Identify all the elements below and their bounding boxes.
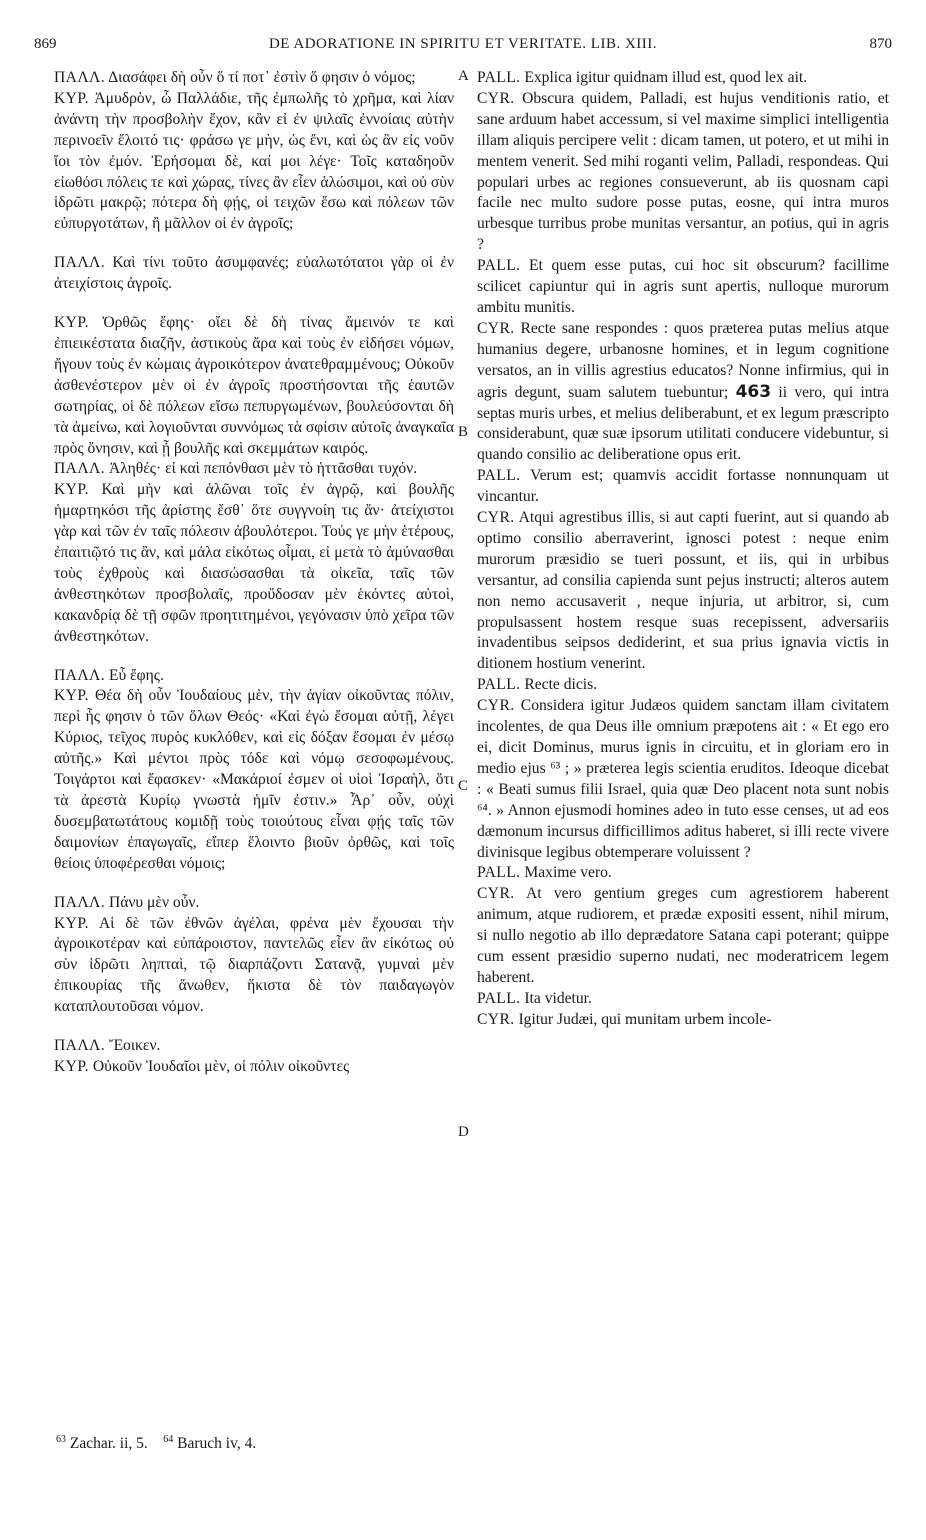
speaker-label: PALL. <box>477 467 521 485</box>
speaker-label: ΚΥΡ. <box>54 314 89 332</box>
speaker-label: ΠΑΛΛ. <box>54 893 106 911</box>
speaker-label: ΚΥΡ. <box>54 89 89 107</box>
speech-text: Πάνυ μὲν οὖν. <box>108 893 200 911</box>
speech-text: Explica igitur quidnam illud est, quod lex ait. <box>524 69 808 86</box>
section-marker-d: D <box>458 1124 469 1140</box>
speaker-label: ΚΥΡ. <box>54 687 89 705</box>
greek-speech <box>54 253 454 295</box>
speaker-label: CYR. <box>477 1010 515 1028</box>
speech-text: Et quem esse putas, cui hoc sit obscurum? facillime scilicet capiuntur qui in agris sunt apertis, nulloque murorum ambitu munitis. <box>477 257 889 316</box>
footnote-text: Baruch iv, 4. <box>177 1435 257 1453</box>
speaker-label: CYR. <box>477 89 515 107</box>
speech-text: Οὐκοῦν Ἰουδαῖοι μὲν, οἱ πόλιν οἰκοῦντες <box>92 1057 350 1075</box>
latin-speech <box>477 696 889 863</box>
latin-speech <box>477 1010 889 1031</box>
speaker-label: ΚΥΡ. <box>54 914 89 932</box>
greek-speech <box>54 313 454 459</box>
speaker-label: PALL. <box>477 257 521 275</box>
speech-text: Considera igitur Judæos quidem sanctam illam civitatem incolentes, de qua Deus ille omnium præpotens ait : « Et ego ero ei, dicit Dominus, murus ignis in circuitu, et in gloriam ero in medio ejus ⁶³ ; » præterea legis scientia eruditos. Ideoque dicebat : « Beati sumus filii Israel, quia quæ Deo placent nota sunt nobis ⁶⁴. » Annon ejusmodi homines adeo in tuto esse censes, ut ad eos dæmonum incursus difficillimos aditus haberet, si illi recte vivere divinisque legibus obtemperare voluissent ? <box>477 697 890 861</box>
greek-speech <box>54 68 454 89</box>
greek-speech <box>54 686 454 874</box>
speaker-label: ΠΑΛΛ. <box>54 460 106 478</box>
greek-column <box>54 68 454 1078</box>
greek-speech <box>54 914 454 1019</box>
speaker-label: ΠΑΛΛ. <box>54 254 106 272</box>
speech-text: Ἔοικεν. <box>108 1037 161 1055</box>
column-number: 463 <box>735 381 772 402</box>
latin-speech <box>477 508 889 675</box>
speech-text: Obscura quidem, Palladi, est hujus venditionis ratio, et sane arduum habet accessum, si vel maxime simplici intelligentia illam aliquis percipere velit : dicam tamen, ut potero, et ut mihi in mentem venerit. Sed mihi roganti velim, Palladi, respondeas. Qui populari urbes ac regiones consueverunt, ab iis quosnam capi facile nec multo sudore posse putas, eosne, qui intra muros urbesque turribus probe munitas versantur, an potius, qui in agris ? <box>477 89 889 254</box>
speech-text: Ἀμυδρὸν, ὦ Παλλάδιε, τῆς ἐμπωλῆς τὸ χρῆμα, καὶ λίαν ἀνάντη τὴν προσβολὴν ἔχον, κἂν εἰ ἐν ψιλαῖς ἐννοίαις αὐτὴν περινοεῖν ἔλοιτό τις· φράσω γε μὴν, ὡς ἔνι, καὶ ὡς ἂν εἰς νοῦν ἴοι τὸν ἐμόν. Ἐρήσομαι δὲ, καί μοι λέγε· Τοῖς καταδηοῦν εἰωθόσι πόλεις τε καὶ χώρας, τίνες ἂν εἶεν ἁλώσιμοι, καὶ οὐ σὺν ἱδρῶτι μακρῷ; πότερα δὴ φῄς, οἱ τειχῶν ἔσω καὶ πόλεων τῶν εὐπυργοτάτων, ἢ μᾶλλον οἱ ἐν ἀγροῖς; <box>54 89 454 233</box>
footnote-number: 64 <box>163 1434 174 1445</box>
greek-speech <box>54 893 454 914</box>
speech-text: Καὶ μὴν καὶ ἁλῶναι τοῖς ἐν ἀγρῷ, καὶ βουλῆς ἡμαρτηκόσι τῆς ἀρίστης ἔσθ᾽ ὅτε συγγνοίη τις ἄν· ἀτείχιστοι γὰρ καὶ τῶν ἐν ταῖς πόλεσιν ἀβουλότεροι. Τούς γε μὴν ἑτέρους, ἐπαιτιῷτό τις ἂν, καὶ μάλα εἰκότως οἶμαι, εἰ μετὰ τὸ ἀμύνασθαι τοὺς ἐχθροὺς καὶ διασώσασθαι τὰ οἰκεῖα, ταῖς τῶν ἀνθεστηκότων προσβολαῖς, προὔδοσαν μὲν ἑκόντες αὐτοὶ, κακανδρίᾳ δὲ τῇ σφῶν προητιτημένοι, γεγόνασιν ὑπὸ χεῖρα τῶν ἀνθεστηκότων. <box>54 481 454 645</box>
speech-text: At vero gentium greges cum agrestiorem haberent animum, atque rudiorem, et prædæ expositi essent, nihil mirum, si nullo negotio ab illo deprædatore Satana capi poterant; quippe cum essent præsidio superno nudati, nec moderatricem legem haberent. <box>477 885 889 986</box>
page-number-right: 870 <box>869 36 892 52</box>
speech-text: Verum est; quamvis accidit fortasse nonnunquam ut vincantur. <box>477 467 889 506</box>
latin-speech <box>477 68 889 89</box>
speaker-label: PALL. <box>477 676 521 694</box>
section-marker-b: B <box>458 424 469 440</box>
footnote-text: Zachar. ii, 5. <box>69 1435 148 1453</box>
speaker-label: CYR. <box>477 885 515 903</box>
speaker-label: CYR. <box>477 509 515 527</box>
greek-speech <box>54 1057 454 1078</box>
latin-speech <box>477 884 889 989</box>
greek-speech <box>54 666 454 687</box>
speech-text: Θέα δὴ οὖν Ἰουδαίους μὲν, τὴν ἁγίαν οἰκοῦντας πόλιν, περὶ ἧς φησιν ὁ τῶν ὅλων Θεός· «Καὶ ἐγὼ ἔσομαι αὐτῇ, λέγει Κύριος, τεῖχος πυρὸς κυκλόθεν, καὶ εἰς δόξαν ἔσομαι ἐν μέσῳ αὐτῆς.» Καὶ μέντοι πρὸς τόδε καὶ νόμῳ σεσοφωμένους. Τοιγάρτοι καὶ ἔφασκεν· «Μακάριοί ἐσμεν οἱ υἱοὶ Ἰσραὴλ, ὅτι τὰ ἀρεστὰ Κυρίῳ γνωστὰ ἡμῖν ἐστιν.» Ἆρ᾽ οὖν, οὐχὶ δυσεμβατωτάτους κομιδῇ τοὺς τοιούτους εἶναι φῄς ταῖς τῶν δαιμονίων ἐπαγωγαῖς, εἴπερ ἕλοιντο βιοῦν ὀρθῶς, καὶ τοῖς θείοις ὑποφέρεσθαι νόμοις; <box>54 687 455 872</box>
page-number-left: 869 <box>34 36 57 52</box>
section-marker-a: A <box>458 68 469 84</box>
latin-speech <box>477 256 889 319</box>
speech-text: Atqui agrestibus illis, si aut capti fuerint, aut si quando ab optimo consilio aberraverint, ignosci potest : neque enim murorum præsidio se tueri possunt, et iis, qui in urbibus versantur, ad consilia capienda sunt pejus instructi; alteros autem non nemo accusaverit , neque injuria, ut arbitror, si, cum propulsassent hostem resque suas recepissent, adversariis invadentibus seipsos dediderint, et sua prius ignavia victis in ditionem hostium venerint. <box>477 509 889 673</box>
latin-speech <box>477 675 889 696</box>
latin-speech <box>477 466 889 508</box>
running-header <box>34 36 892 58</box>
speaker-label: PALL. <box>477 69 521 86</box>
speech-text: Διασάφει δὴ οὖν ὅ τί ποτ᾽ ἐστὶν ὅ φησιν ὁ νόμος; <box>108 69 416 86</box>
speaker-label: PALL. <box>477 989 521 1007</box>
speaker-label: CYR. <box>477 319 515 337</box>
speech-text-continued: ii vero, qui intra septas muris urbes, et melius deliberabunt, et ex legum præscripto considerabunt, quæ suæ ipsorum utilitati conducere videbuntur, si quando consilio ac deliberatione opus erit. <box>477 383 890 464</box>
greek-speech <box>54 1036 454 1057</box>
greek-speech <box>54 89 454 235</box>
latin-speech <box>477 89 889 256</box>
speech-text: Igitur Judæi, qui munitam urbem incole- <box>518 1010 772 1028</box>
latin-speech <box>477 319 889 466</box>
speech-text: Maxime vero. <box>524 864 612 882</box>
greek-speech <box>54 459 454 480</box>
section-marker-c: C <box>458 778 469 794</box>
speaker-label: ΠΑΛΛ. <box>54 69 106 86</box>
speaker-label: ΠΑΛΛ. <box>54 1037 106 1055</box>
speaker-label: CYR. <box>477 697 515 715</box>
speech-text: Ἀληθές· εἰ καὶ πεπόνθασι μὲν τὸ ἡττᾶσθαι τυχόν. <box>108 460 418 478</box>
speech-text: Recte sane respondes : quos præterea putas melius atque humanius degere, urbanosne homines, et in legum cognitione versatos, an in villis agrestius educatos? Nonne infirmius, qui in agris degunt, suam salutem tuebuntur; <box>477 319 889 401</box>
latin-column <box>477 68 889 1031</box>
speech-text: Recte dicis. <box>524 676 598 694</box>
speech-text: Καὶ τίνι τοῦτο ἀσυμφανές; εὐαλωτότατοι γὰρ οἱ ἐν ἀτειχίστοις ἀγροῖς. <box>54 254 454 293</box>
latin-speech <box>477 989 889 1010</box>
speech-text: Ὀρθῶς ἔφης· οἴει δὲ δὴ τίνας ἄμεινόν τε καὶ ἐπιεικέστατα διαζῆν, ἀστικοὺς ἄρα καὶ τοὺς ἐν εἰδήσει νόμων, ἤγουν τοὺς ἐν κώμαις ἀγροικότερον ἀνατεθραμμένους; Οὐκοῦν ἀσθενέστερον μὲν οἱ ἐν ἀγροῖς προστήσονται τῆς ἑαυτῶν σωτηρίας, οἱ δὲ πόλεων εἴσω πεπυργωμένων, βουλεύσονται δὴ τὰ ἀμείνω, καὶ λογιοῦνται συννόμως τὰ σφίσιν αὐτοῖς ἀναγκαῖα πρὸς ὄνησιν, καὶ ᾖ βουλῆς καὶ σκεμμάτων καιρός. <box>54 314 454 457</box>
greek-speech <box>54 480 454 647</box>
speech-text: Αἱ δὲ τῶν ἐθνῶν ἀγέλαι, φρένα μὲν ἔχουσαι τὴν ἀγροικοτέραν καὶ εὐπάροιστον, παντελῶς εἶεν ἂν εἰκότως οὐ σὺν ἱδρῶτι ληπταὶ, τῷ διαρπάζοντι Σατανᾷ, γυμναὶ μὲν ἐπικουρίας τῆς ἄνωθεν, ἥκιστα δὲ τὸν παιδαγωγὸν καταπλουτοῦσαι νόμον. <box>54 914 454 1016</box>
speech-text: Ita videtur. <box>524 989 592 1007</box>
latin-speech <box>477 863 889 884</box>
speaker-label: PALL. <box>477 864 521 882</box>
speech-text: Εὖ ἔφης. <box>108 666 164 684</box>
footnote-number: 63 <box>56 1434 66 1445</box>
speaker-label: ΠΑΛΛ. <box>54 666 106 684</box>
speaker-label: ΚΥΡ. <box>54 481 89 499</box>
running-title: DE ADORATIONE IN SPIRITU ET VERITATE. LIB. XIII. <box>268 36 658 52</box>
footnotes <box>56 1434 256 1453</box>
speaker-label: ΚΥΡ. <box>54 1057 89 1075</box>
